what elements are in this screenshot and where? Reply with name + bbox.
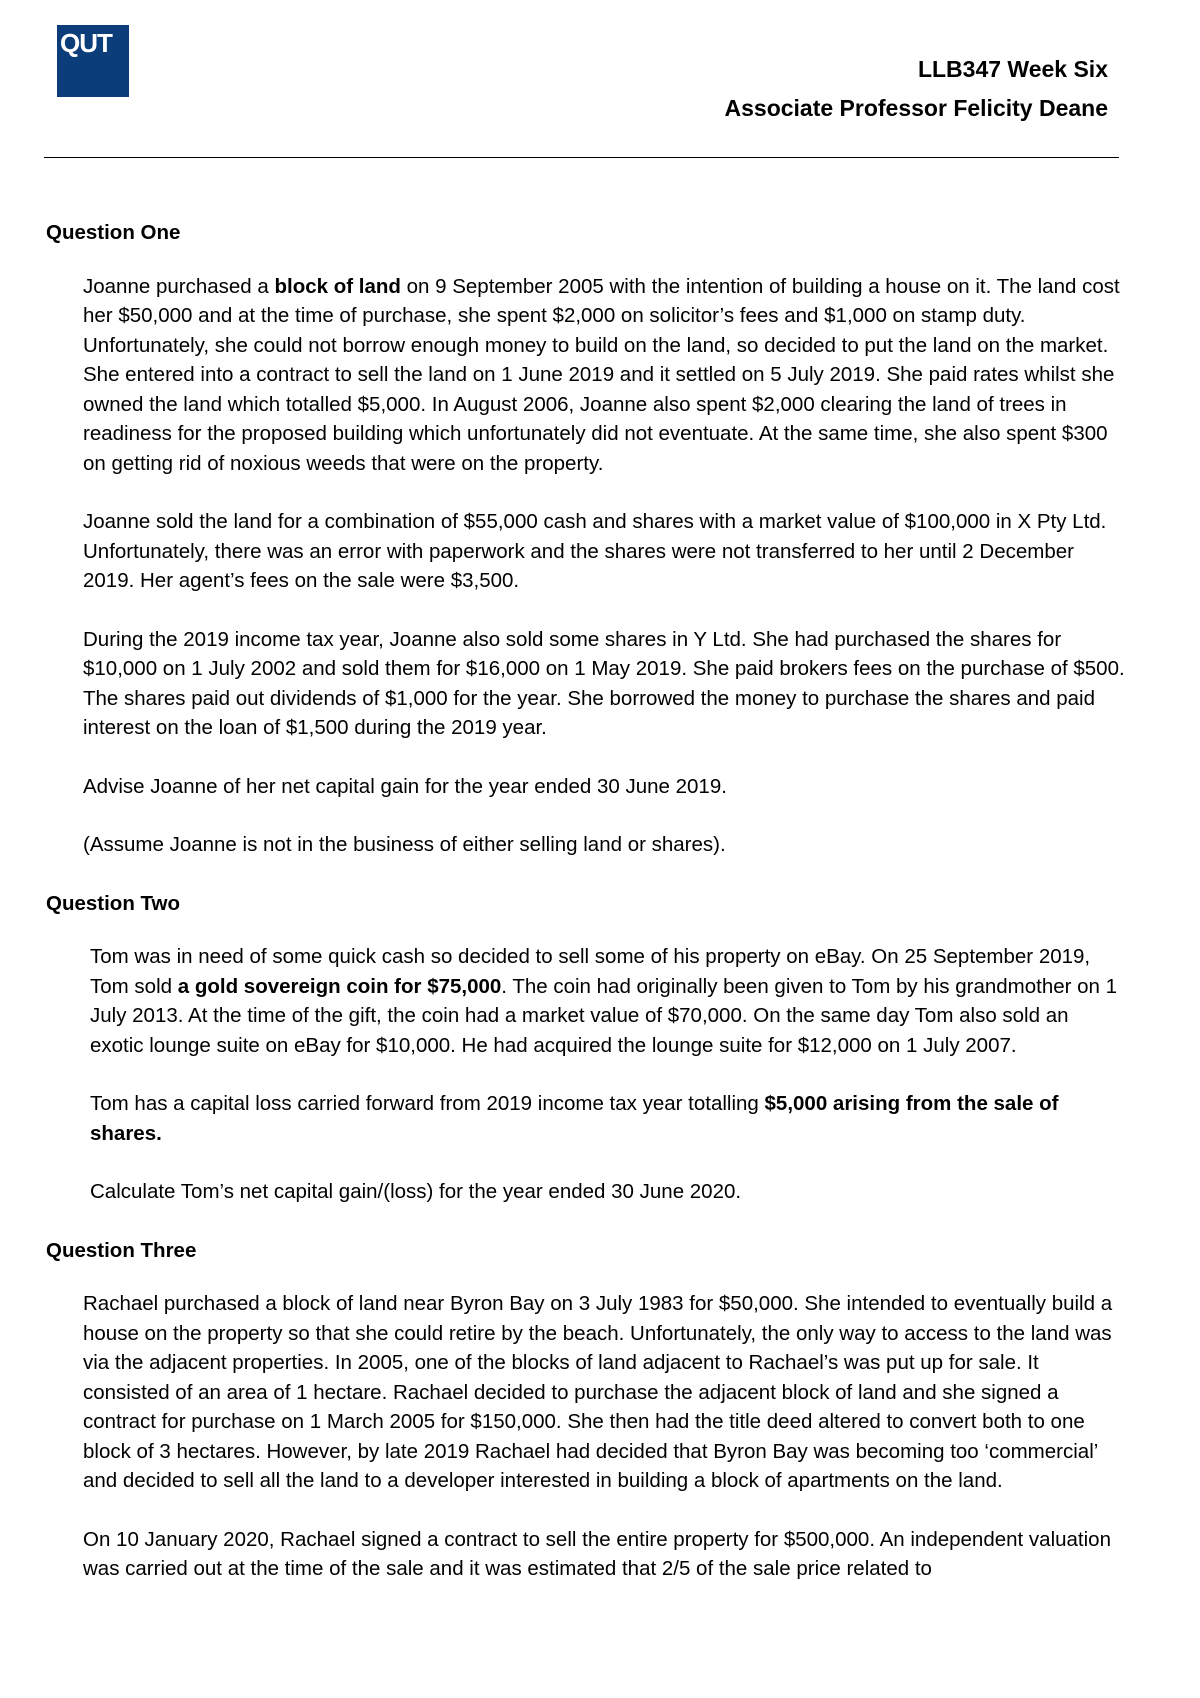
question-one-paragraph-2: Joanne sold the land for a combination of $55,000 cash and shares with a market value of $100,000 in X Pty Ltd. Unfortunately, there was an error with paperwork and the shares were not transferred to her until 2 December 2019. Her agent’s fees on the sale were $3,500.: [83, 510, 1107, 592]
document-body: [46, 218, 1126, 1613]
question-one-paragraph-4: Advise Joanne of her net capital gain for the year ended 30 June 2019.: [83, 774, 727, 798]
question-one-paragraph-5: (Assume Joanne is not in the business of either selling land or shares).: [83, 833, 726, 856]
question-two-paragraph-1: Tom was in need of some quick cash so decided to sell some of his property on eBay. On 25 September 2019, Tom sold a gold sovereign coin for $75,000. The coin had originally been given to Tom by his grandmother on 1 July 2013. At the time of the gift, the coin had a market value of $70,000. On the same day Tom also sold an exotic lounge suite on eBay for $10,000. He had acquired the lounge suite for $12,000 on 1 July 2007.: [90, 945, 1118, 1057]
header-divider: [44, 157, 1119, 158]
document-header: [725, 50, 1109, 128]
logo-text: QUT: [60, 28, 112, 58]
question-two-paragraph-2: Tom has a capital loss carried forward from 2019 income tax year totalling $5,000 arising from the sale of shares.: [90, 1092, 1059, 1145]
qut-logo: [57, 25, 129, 97]
question-two-paragraph-3: Calculate Tom’s net capital gain/(loss) for the year ended 30 June 2020.: [90, 1180, 742, 1203]
author-name: Associate Professor Felicity Deane: [724, 95, 1108, 121]
question-one-paragraph-3: During the 2019 income tax year, Joanne also sold some shares in Y Ltd. She had purchased the shares for $10,000 on 1 July 2002 and sold them for $16,000 on 1 May 2019. She paid brokers fees on the purchase of $500. The shares paid out dividends of $1,000 for the year. She borrowed the money to purchase the shares and paid interest on the loan of $1,500 during the 2019 year.: [83, 627, 1125, 739]
question-one-paragraph-1: Joanne purchased a block of land on 9 September 2005 with the intention of building a house on it. The land cost her $50,000 and at the time of purchase, she spent $2,000 on solicitor’s fees and $1,000 on stamp duty. Unfortunately, she could not borrow enough money to build on the land, so decided to put the land on the market. She entered into a contract to sell the land on 1 June 2019 and it settled on 5 July 2019. She paid rates whilst she owned the land which totalled $5,000. In August 2006, Joanne also spent $2,000 clearing the land of trees in readiness for the proposed building which unfortunately did not eventuate. At the same time, she also spent $300 on getting rid of noxious weeds that were on the property.: [83, 274, 1120, 475]
question-two-heading: Question Two: [46, 891, 181, 915]
question-one-heading: Question One: [46, 221, 181, 244]
question-three-paragraph-1: Rachael purchased a block of land near Byron Bay on 3 July 1983 for $50,000. She intended to eventually build a house on the property so that she could retire by the beach. Unfortunately, the only way to access to the land was via the adjacent properties. In 2005, one of the blocks of land adjacent to Rachael’s was put up for sale. It consisted of an area of 1 hectare. Rachael decided to purchase the adjacent block of land and she signed a contract for purchase on 1 March 2005 for $150,000. She then had the title deed altered to convert both to one block of 3 hectares. However, by late 2019 Rachael had decided that Byron Bay was becoming too ‘commercial’ and decided to sell all the land to a developer interested in building a block of apartments on the land.: [83, 1292, 1113, 1492]
course-title: LLB347 Week Six: [917, 56, 1108, 82]
question-three-paragraph-2: On 10 January 2020, Rachael signed a contract to sell the entire property for $500,000. An independent valuation was carried out at the time of the sale and it was estimated that 2/5 of the sale price related to: [83, 1527, 1111, 1580]
question-three-heading: Question Three: [46, 1238, 197, 1262]
